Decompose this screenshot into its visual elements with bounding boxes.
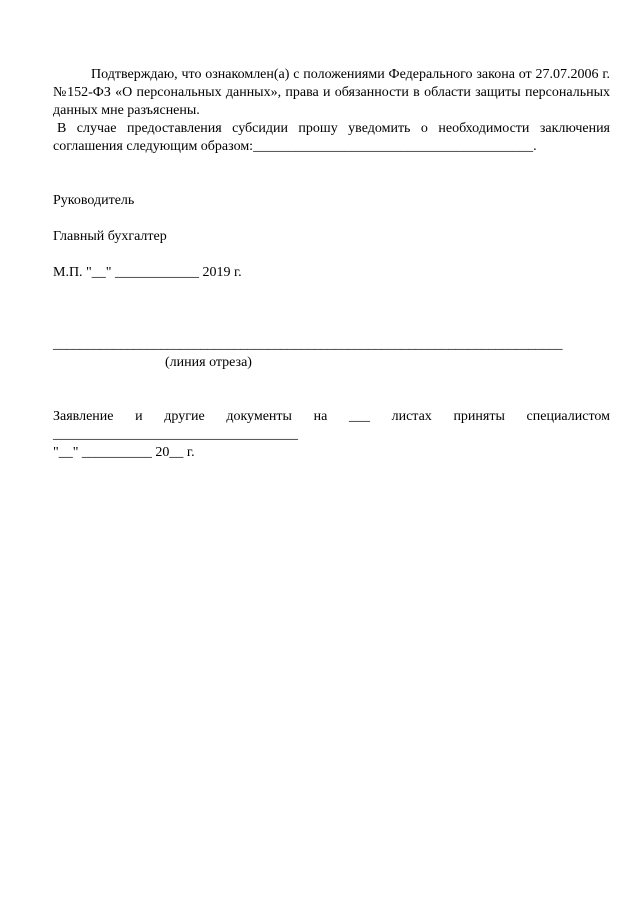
director-signature-label: Руководитель: [53, 193, 135, 208]
receipt-statement: Заявление и другие документы на ___ листах приняты специалистом: [53, 409, 610, 424]
chief-accountant-signature-label: Главный бухгалтер: [53, 229, 167, 244]
notification-paragraph: В случае предоставления субсидии прошу уведомить о необходимости заключения соглашения следующим образом:________________________________________.: [53, 121, 610, 154]
document-page: [53, 66, 610, 462]
consent-paragraph: Подтверждаю, что ознакомлен(а) с положениями Федерального закона от 27.07.2006 г. №152-ФЗ «О персональных данных», права и обязанности в области защиты персональных данных мне разъяснены.: [53, 67, 610, 118]
receipt-date-line: "__" __________ 20__ г.: [53, 445, 195, 460]
cut-line-caption: (линия отреза): [165, 355, 252, 370]
receipt-specialist-line: ___________________________________: [53, 427, 298, 442]
seal-date-line: М.П. "__" ____________ 2019 г.: [53, 265, 242, 280]
cut-line: ____________________________________________________________________________: [53, 337, 563, 352]
